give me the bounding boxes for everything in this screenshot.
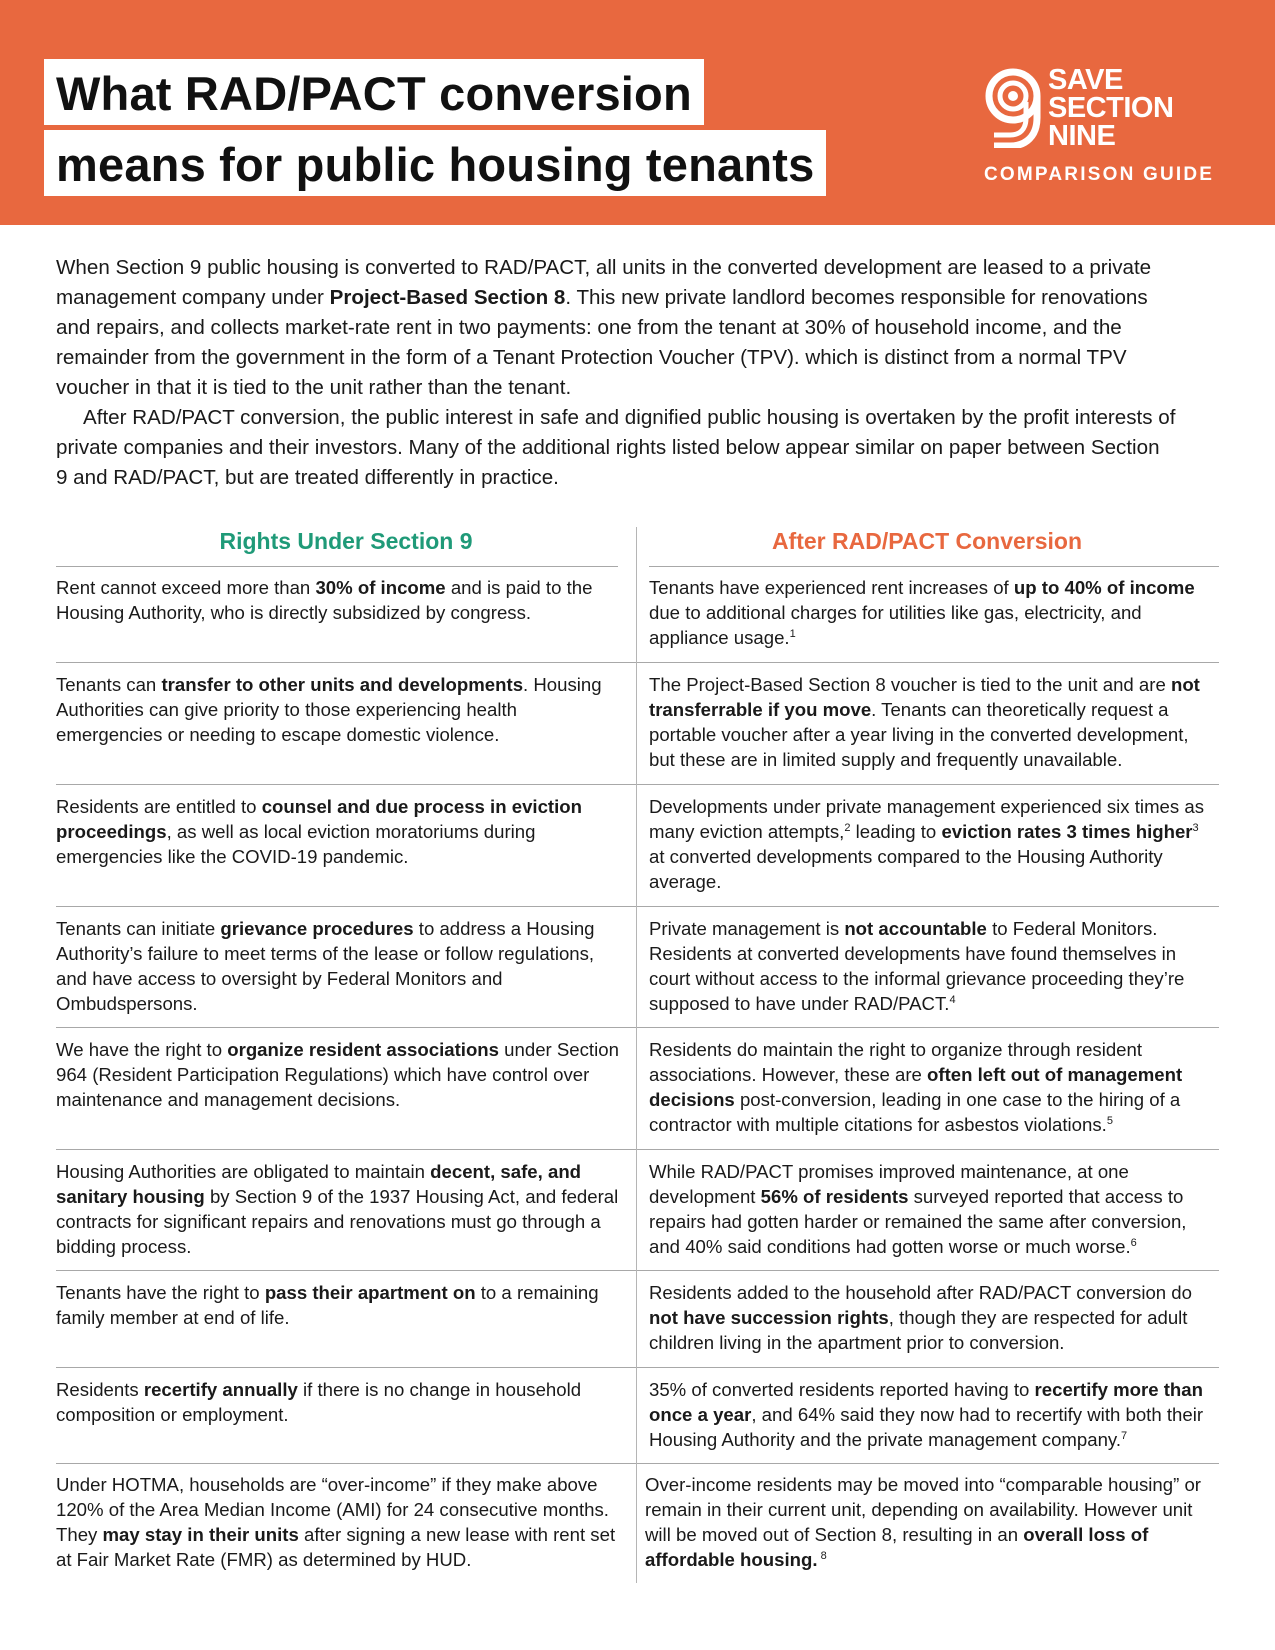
intro-paragraph-1: [56, 253, 1176, 403]
radpact-outcome-maintenance: [649, 1159, 1219, 1259]
section9-right-succession: [56, 1280, 626, 1330]
emphasis-text: transfer to other units and developments: [161, 674, 524, 695]
emphasis-text: 56% of residents: [760, 1186, 909, 1207]
text-run: We have the right to: [56, 1039, 228, 1060]
section9-right-eviction: [56, 794, 626, 869]
footnote-ref: 1: [789, 627, 796, 640]
emphasis-text: grievance procedures: [220, 918, 414, 939]
logo-line-nine: NINE: [1048, 120, 1116, 152]
page-title-line-1: What RAD/PACT conversion: [44, 59, 704, 125]
text-run: to address a Housing Authority’s failure to meet terms of the lease or follow regulations, and have access to oversight by Federal Monitors and Ombudspersons.: [56, 918, 595, 1014]
emphasis-text: up to 40% of income: [1013, 577, 1195, 598]
radpact-outcome-grievance: [649, 916, 1219, 1016]
page-title-line-2: means for public housing tenants: [44, 130, 826, 196]
row-divider: [637, 784, 1219, 785]
row-divider: [637, 1027, 1219, 1028]
footnote-ref: 8: [817, 1549, 827, 1562]
row-divider: [56, 1149, 636, 1150]
intro-text: [56, 253, 1176, 493]
row-divider: [637, 662, 1219, 663]
section9-right-recertify: [56, 1377, 626, 1427]
footnote-ref: 5: [1106, 1114, 1113, 1127]
row-divider: [56, 784, 636, 785]
text-run: post-conversion, leading in one case to the hiring of a contractor with multiple citations for asbestos violations.: [649, 1089, 1181, 1135]
header-banner: [0, 0, 1275, 225]
footnote-ref: 2: [844, 821, 851, 834]
text-run: Residents: [56, 1379, 144, 1400]
section9-right-organize: [56, 1037, 626, 1112]
text-run: Tenants can initiate: [56, 918, 221, 939]
row-divider: [56, 1463, 636, 1464]
row-divider: [56, 1027, 636, 1028]
text-run: , and 64% said they now had to recertify with both their Housing Authority and the private management company.: [649, 1404, 1204, 1450]
nine-logo-icon: [982, 68, 1044, 148]
radpact-outcome-over-income: [645, 1472, 1220, 1572]
emphasis-text: counsel and due process in eviction proceedings: [56, 796, 582, 842]
section9-right-over-income: [56, 1472, 626, 1572]
radpact-outcome-recertify: [649, 1377, 1219, 1452]
radpact-outcome-organize: [649, 1037, 1219, 1137]
text-run: Residents do maintain the right to organize through resident associations. However, these are: [649, 1039, 1143, 1085]
emphasis-text: Project-Based Section 8: [329, 286, 566, 309]
emphasis-text: overall loss of affordable housing.: [645, 1524, 1149, 1570]
row-divider: [56, 1367, 636, 1368]
radpact-outcome-succession: [649, 1280, 1219, 1355]
emphasis-text: recertify more than once a year: [649, 1379, 1203, 1425]
text-run: , though they are respected for adult children living in the apartment prior to conversion.: [649, 1307, 1188, 1353]
row-divider: [649, 566, 1219, 567]
logo-subtitle: COMPARISON GUIDE: [984, 164, 1215, 185]
text-run: Residents are entitled to: [56, 796, 262, 817]
column-header-section-9: Rights Under Section 9: [219, 528, 473, 554]
text-run: Over-income residents may be moved into “comparable housing” or remain in their current unit, depending on availability. However unit will be moved out of Section 8, resulting in an: [645, 1474, 1201, 1545]
text-run: Private management is: [649, 918, 845, 939]
intro-paragraph-2: [56, 403, 1176, 493]
text-run: Tenants can: [56, 674, 162, 695]
section9-right-transfer: [56, 672, 626, 747]
footnote-ref: 3: [1192, 821, 1199, 834]
column-divider: [636, 527, 637, 1583]
emphasis-text: not accountable: [844, 918, 987, 939]
emphasis-text: organize resident associations: [227, 1039, 499, 1060]
footnote-ref: 6: [1130, 1236, 1137, 1249]
emphasis-text: pass their apartment on: [264, 1282, 476, 1303]
text-run: at converted developments compared to the Housing Authority average.: [649, 846, 1163, 892]
emphasis-text: eviction rates 3 times higher: [941, 821, 1193, 842]
row-divider: [637, 1149, 1219, 1150]
text-run: 35% of converted residents reported having to: [649, 1379, 1035, 1400]
footnote-ref: 4: [949, 993, 956, 1006]
text-run: After RAD/PACT conversion, the public interest in safe and dignified public housing is overtaken by the profit interests of private companies and their investors. Many of the additional rights listed below appear similar on paper between Section 9 and RAD/PACT, but are treated differently in practice.: [56, 406, 1176, 489]
row-divider: [637, 1270, 1219, 1271]
text-run: Rent cannot exceed more than: [56, 577, 316, 598]
text-run: due to additional charges for utilities like gas, electricity, and appliance usage.: [649, 602, 1142, 648]
text-run: to a remaining family member at end of life.: [56, 1282, 599, 1328]
text-run: to Federal Monitors. Residents at converted developments have found themselves in court without access to the informal grievance proceeding they’re supposed to have under RAD/PACT.: [649, 918, 1185, 1014]
section9-right-rent: [56, 575, 626, 625]
text-run: surveyed reported that access to repairs had gotten harder or remained the same after conversion, and 40% said conditions had gotten worse or much worse.: [649, 1186, 1187, 1257]
row-divider: [56, 1270, 636, 1271]
radpact-outcome-transfer: [649, 672, 1219, 772]
text-run: Under HOTMA, households are “over-income” if they make above 120% of the Area Median Income (AMI) for 24 consecutive months. They: [56, 1474, 609, 1545]
text-run: by Section 9 of the 1937 Housing Act, and federal contracts for significant repairs and renovations must go through a bidding process.: [56, 1186, 619, 1257]
emphasis-text: may stay in their units: [102, 1524, 299, 1545]
text-run: When Section 9 public housing is converted to RAD/PACT, all units in the converted development are leased to a private management company under: [56, 256, 1152, 309]
text-run: Developments under private management experienced six times as many eviction attempts,: [649, 796, 1204, 842]
text-run: . Tenants can theoretically request a portable voucher after a year living in the converted development, but these are in limited supply and frequently unavailable.: [649, 699, 1189, 770]
text-run: and is paid to the Housing Authority, who is directly subsidized by congress.: [56, 577, 593, 623]
logo-wordmark: [1048, 66, 1173, 150]
emphasis-text: recertify annually: [143, 1379, 298, 1400]
save-section-nine-logo: [982, 66, 1222, 196]
text-run: . This new private landlord becomes responsible for renovations and repairs, and collects market-rate rent in two payments: one from the tenant at 30% of household income, and the remainder from the government in the form of a Tenant Protection Voucher (TPV). which is distinct from a normal TPV voucher in that it is tied to the unit rather than the tenant.: [56, 286, 1148, 399]
row-divider: [637, 1367, 1219, 1368]
text-run: . Housing Authorities can give priority to those experiencing health emergencies or needing to escape domestic violence.: [56, 674, 602, 745]
logo-line-save: SAVE: [1048, 64, 1123, 96]
text-run: Housing Authorities are obligated to maintain: [56, 1161, 431, 1182]
text-run: under Section 964 (Resident Participation Regulations) which have control over maintenance and management decisions.: [56, 1039, 619, 1110]
section9-right-maintenance: [56, 1159, 626, 1259]
emphasis-text: decent, safe, and sanitary housing: [56, 1161, 582, 1207]
row-divider: [56, 566, 618, 567]
text-run: leading to: [850, 821, 942, 842]
text-run: , as well as local eviction moratoriums during emergencies like the COVID-19 pandemic.: [56, 821, 536, 867]
text-run: after signing a new lease with rent set at Fair Market Rate (FMR) as determined by HUD.: [56, 1524, 616, 1570]
text-run: if there is no change in household composition or employment.: [56, 1379, 582, 1425]
footnote-ref: 7: [1121, 1429, 1128, 1442]
text-run: The Project-Based Section 8 voucher is tied to the unit and are: [649, 674, 1171, 695]
emphasis-text: often left out of management decisions: [649, 1064, 1183, 1110]
text-run: Tenants have experienced rent increases of: [649, 577, 1014, 598]
row-divider: [637, 1463, 1219, 1464]
row-divider: [56, 906, 636, 907]
text-run: Tenants have the right to: [56, 1282, 265, 1303]
row-divider: [637, 906, 1219, 907]
row-divider: [56, 662, 636, 663]
column-header-rad-pact: After RAD/PACT Conversion: [771, 528, 1083, 554]
text-run: While RAD/PACT promises improved maintenance, at one development: [649, 1161, 1129, 1207]
radpact-outcome-eviction: [649, 794, 1219, 894]
emphasis-text: 30% of income: [315, 577, 446, 598]
emphasis-text: not transferrable if you move: [649, 674, 1200, 720]
emphasis-text: not have succession rights: [649, 1307, 889, 1328]
radpact-outcome-rent: [649, 575, 1219, 650]
logo-line-section: SECTION: [1048, 92, 1174, 124]
section9-right-grievance: [56, 916, 626, 1016]
text-run: Residents added to the household after RAD/PACT conversion do: [649, 1282, 1192, 1303]
